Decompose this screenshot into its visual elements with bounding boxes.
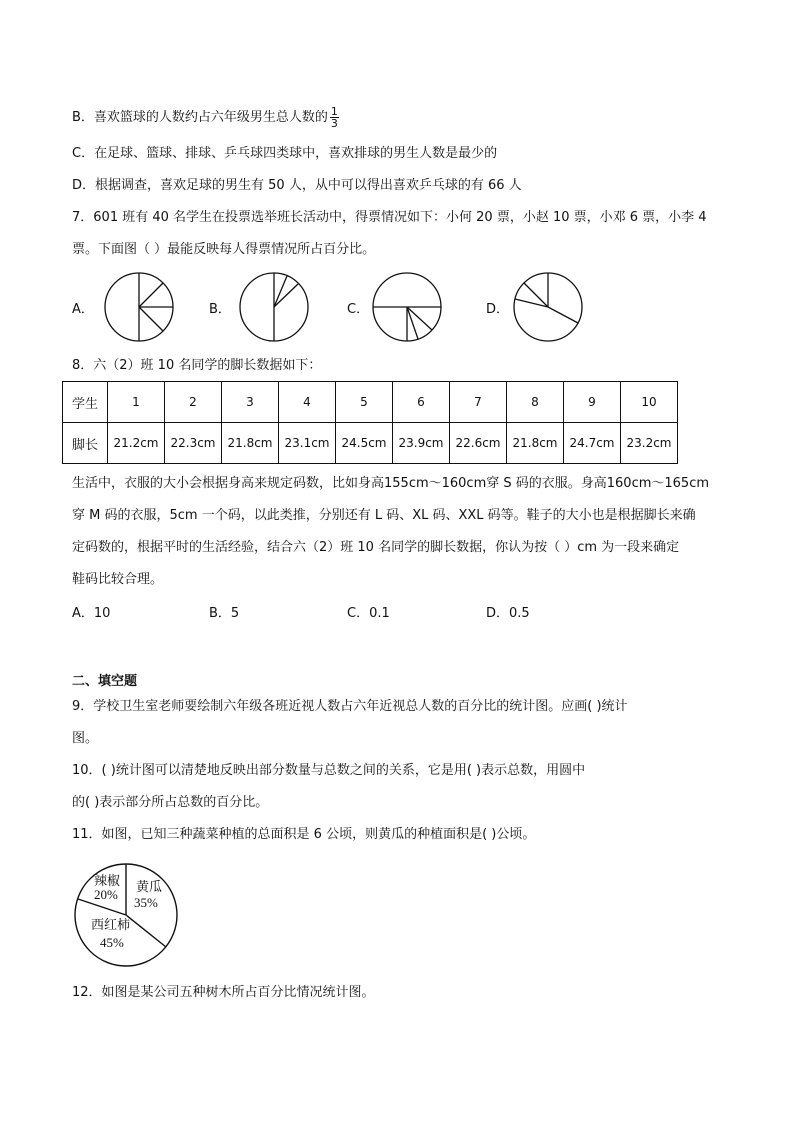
q7-line-1: 7．601 班有 40 名学生在投票选举班长活动中，得票情况如下：小何 20 票，小赵 10 票，小邓 6 票，小李 4	[72, 210, 707, 225]
q7-option-b-label: B．	[209, 302, 231, 317]
pepper-label: 辣椒	[94, 873, 121, 888]
student-cell: 8	[507, 382, 564, 423]
q7-pie-c	[371, 271, 443, 343]
q7-option-a-label: A．	[72, 302, 94, 317]
student-cell: 9	[564, 382, 621, 423]
one-third-fraction: $\frac{1}{3}$	[330, 105, 338, 130]
length-cell: 23.9cm	[393, 423, 450, 464]
q8-paragraph-4: 鞋码比较合理。	[72, 572, 164, 587]
length-cell: 21.8cm	[222, 423, 279, 464]
student-cell: 6	[393, 382, 450, 423]
student-cell: 7	[450, 382, 507, 423]
length-cell: 21.2cm	[108, 423, 165, 464]
q6-option-b-text: B．喜欢篮球的人数约占六年级男生总人数的	[72, 110, 328, 125]
q9-line-1: 9．学校卫生室老师要绘制六年级各班近视人数占六年近视总人数的百分比的统计图。应画( )统计	[72, 699, 628, 714]
q11-line-1: 11．如图，已知三种蔬菜种植的总面积是 6 公顷，则黄瓜的种植面积是( )公顷。	[72, 827, 536, 842]
row-header-student: 学生	[63, 382, 108, 423]
q10-line-2: 的( )表示部分所占总数的百分比。	[72, 795, 269, 810]
foot-length-table	[62, 381, 678, 464]
table-row	[63, 423, 678, 464]
length-cell: 24.7cm	[564, 423, 621, 464]
q7-line-2: 票。下面图（ ）最能反映每人得票情况所占百分比。	[72, 242, 376, 257]
length-cell: 21.8cm	[507, 423, 564, 464]
q7-pie-a	[103, 271, 175, 343]
q8-paragraph-1: 生活中，衣服的大小会根据身高来规定码数，比如身高155cm～160cm穿 S 码的衣服。身高160cm～165cm	[72, 476, 710, 491]
student-cell: 2	[165, 382, 222, 423]
student-cell: 5	[336, 382, 393, 423]
q6-option-b	[72, 106, 339, 129]
q7-pie-d	[512, 271, 584, 343]
length-cell: 24.5cm	[336, 423, 393, 464]
cucumber-label: 黄瓜	[136, 879, 163, 894]
q7-pie-b	[238, 271, 310, 343]
q8-intro: 8．六（2）班 10 名同学的脚长数据如下：	[72, 358, 322, 373]
length-cell: 22.6cm	[450, 423, 507, 464]
q12-line-1: 12．如图是某公司五种树木所占百分比情况统计图。	[72, 985, 375, 1000]
q9-line-2: 图。	[72, 731, 99, 746]
tomato-label: 西红柿	[91, 917, 131, 932]
row-header-foot-length: 脚长	[63, 423, 108, 464]
q6-option-d: D．根据调查，喜欢足球的男生有 50 人，从中可以得出喜欢乒乓球的有 66 人	[72, 178, 522, 193]
student-cell: 1	[108, 382, 165, 423]
student-cell: 10	[621, 382, 678, 423]
table-row	[63, 382, 678, 423]
q8-option-a: A．10	[72, 606, 111, 621]
q7-option-d-label: D．	[486, 302, 510, 317]
length-cell: 22.3cm	[165, 423, 222, 464]
q8-paragraph-2: 穿 M 码的衣服，5cm 一个码，以此类推，分别还有 L 码、XL 码、XXL 码等。鞋子的大小也是根据脚长来确	[72, 508, 696, 523]
pepper-percent: 20%	[94, 887, 118, 902]
vegetable-pie-chart	[72, 861, 180, 969]
q10-line-1: 10．( )统计图可以清楚地反映出部分数量与总数之间的关系，它是用( )表示总数，用圆中	[72, 763, 586, 778]
length-cell: 23.1cm	[279, 423, 336, 464]
tomato-percent: 45%	[100, 935, 124, 950]
student-cell: 3	[222, 382, 279, 423]
q8-option-b: B．5	[209, 606, 240, 621]
student-cell: 4	[279, 382, 336, 423]
section-title: 二、填空题	[72, 674, 138, 689]
q8-option-c: C．0.1	[347, 606, 390, 621]
q8-option-d: D．0.5	[486, 606, 530, 621]
q7-option-c-label: C．	[347, 302, 370, 317]
cucumber-percent: 35%	[134, 895, 158, 910]
q6-option-c: C．在足球、篮球、排球、乒乓球四类球中，喜欢排球的男生人数是最少的	[72, 146, 498, 161]
length-cell: 23.2cm	[621, 423, 678, 464]
q8-paragraph-3: 定码数的，根据平时的生活经验，结合六（2）班 10 名同学的脚长数据，你认为按（ ）cm 为一段来确定	[72, 540, 680, 555]
